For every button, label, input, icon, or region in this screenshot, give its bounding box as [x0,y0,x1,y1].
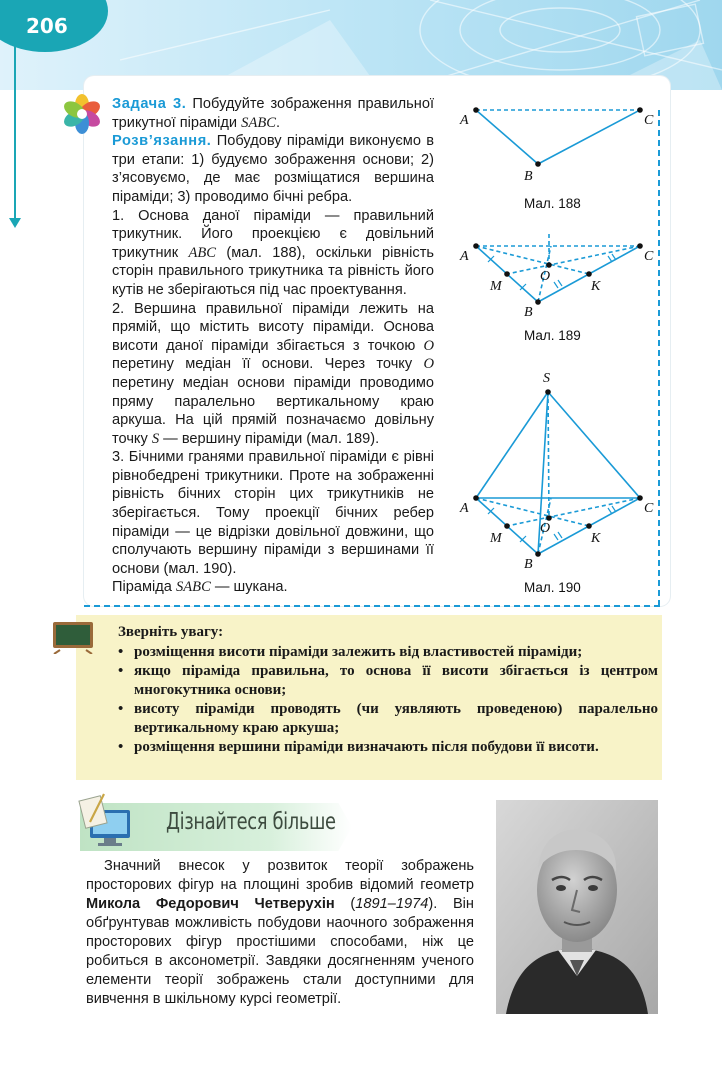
point-b [535,299,541,305]
height-so [548,392,549,518]
label-a: A [460,249,469,264]
figure-190 [454,368,664,598]
tick-bk-2 [558,532,562,538]
edge-bc [538,110,640,164]
final-math: SABC [175,579,211,596]
step-1 [112,207,434,300]
attention-list [118,643,658,757]
point-b [535,161,541,167]
attention-title: Зверніть увагу: [118,624,224,640]
step-3: 3. Бічними гранями правильної піраміди є рівні рівнобедрені трикутники. Проте на зображенні рівність бічних сторін цих трикутників не зберігається. Тому проекції бічних ребер піраміди — це відрізки довільної довжини, що сполучають вершину піраміди з вершинами її основи (мал. 190). [112,449,434,577]
figure-188 [454,100,664,216]
bio-text-a: Значний внесок у розвиток теорії зображень просторових фігур на площині зробив відомий геометр [86,858,474,893]
step-2-math-2: O [423,356,434,373]
task-statement-text: Побудуйте зображення правильної трикутної піраміди [112,96,434,131]
label-s: S [543,371,550,386]
point-c [637,495,643,501]
chalkboard-icon [50,620,96,654]
task-label: Задача 3. [112,96,187,112]
label-c: C [644,113,654,128]
page-number: 206 [26,14,68,38]
biography-text [86,857,474,1009]
computer-book-icon [76,792,138,850]
tick-kc-2 [612,254,616,260]
margin-line [14,40,16,220]
label-a: A [460,113,469,128]
caption-190: Мал. 190 [524,580,581,595]
step-2-text-c: перетину медіан основи піраміди проводимо пряму паралельно вертикальному краю аркуша. На цій прямій позначаємо довільну точку [112,374,434,447]
point-m [504,523,510,529]
caption-188: Мал. 188 [524,196,581,211]
step-2-math-3: S [151,430,160,447]
tick-kc-2 [612,506,616,512]
point-m [504,271,510,277]
tick-bk-2 [558,280,562,286]
attention-item: • висоту піраміди проводять (чи уявляють проведеною) паралельно вертикальному краю аркуша; [118,700,658,738]
task-final [112,578,434,597]
final-text-b: — шукана. [210,579,288,596]
bio-text-b: ( [334,896,356,912]
step-1-text-b: (мал. 188), оскільки рівність сторін правильного трикутника та рівність його кутів не зберігаються під час проектування. [112,244,434,298]
attention-item: • якщо піраміда правильна, то основа її висоти збігається із центром многокутника основи; [118,662,658,700]
solution-intro [112,132,434,206]
tick-bk-1 [554,282,558,288]
point-c [637,243,643,249]
label-o: O [540,269,551,284]
label-b: B [524,169,533,184]
figure-189 [454,230,664,348]
task-statement-end: . [276,114,281,131]
step-1-math: ABC [188,244,217,261]
point-s [545,389,551,395]
point-c [637,107,643,113]
task-statement-math: SABC [241,114,277,131]
label-k: K [591,531,601,546]
step-2-text-a: 2. Вершина правильної піраміди лежить на прямій, що містить висоту піраміди. Основа висоти даної піраміди збігається з точкою [112,300,434,354]
label-c: C [644,501,654,516]
attention-item: • розміщення висоти піраміди залежить від властивостей піраміди; [118,643,658,662]
task-flower-icon [62,94,102,134]
step-2-math-1: O [423,337,434,354]
point-k [586,271,592,277]
point-a [473,243,479,249]
scientist-years: 1891–1974 [355,896,429,912]
label-a: A [460,501,469,516]
card-dashed-border-bottom [84,605,660,607]
scientist-portrait [496,800,658,1014]
edge-sc [548,392,640,498]
tick-bk-1 [554,534,558,540]
bio-text-c: ). Він обґрунтував можливість побудови наочного зображення просторових фігур простішими способами, ніж це робиться в аксонометрії. Завдяки досягненням ученого елементи теорії зображень стали доступними для вивчення в шкільному курсі геометрії. [86,896,474,1007]
step-1-text-a: 1. Основа даної піраміди — правильний трикутник. Його проекцією є довільний трикутник [112,207,434,261]
point-b [535,551,541,557]
task-statement [112,95,434,132]
label-k: K [591,279,601,294]
point-a [473,107,479,113]
learn-more-title: Дізнайтеся більше [166,809,336,835]
median-ak [476,246,589,274]
label-b: B [524,557,533,572]
point-o [546,515,552,521]
step-2 [112,300,434,449]
task-body [112,95,434,597]
margin-arrow-icon [9,218,21,228]
point-a [473,495,479,501]
point-o [546,262,552,268]
median-ak [476,498,589,526]
label-m: M [490,531,502,546]
step-2-text-b: перетину медіан її основи. Через точку [112,356,424,373]
point-k [586,523,592,529]
caption-189: Мал. 189 [524,328,581,343]
label-m: M [490,279,502,294]
label-c: C [644,249,654,264]
scientist-name: Микола Федорович Четверухін [86,896,335,912]
solution-label: Розв’язання. [112,133,212,150]
label-b: B [524,305,533,320]
tick-kc-1 [608,508,612,514]
attention-item: • розміщення вершини піраміди визначають після побудови її висоти. [118,738,658,757]
label-o: O [540,521,551,536]
step-2-text-d: — вершину піраміди (мал. 189). [159,430,380,447]
edge-sa [476,392,548,498]
edge-ab [476,110,538,164]
final-text-a: Піраміда [112,579,176,596]
tick-kc-1 [608,256,612,262]
solution-intro-text: Побудову піраміди виконуємо в три етапи: 1) будуємо зображення основи; 2) з’ясовуємо, де має розміщатися вершина піраміди; 3) проводимо бічні ребра. [112,133,434,205]
